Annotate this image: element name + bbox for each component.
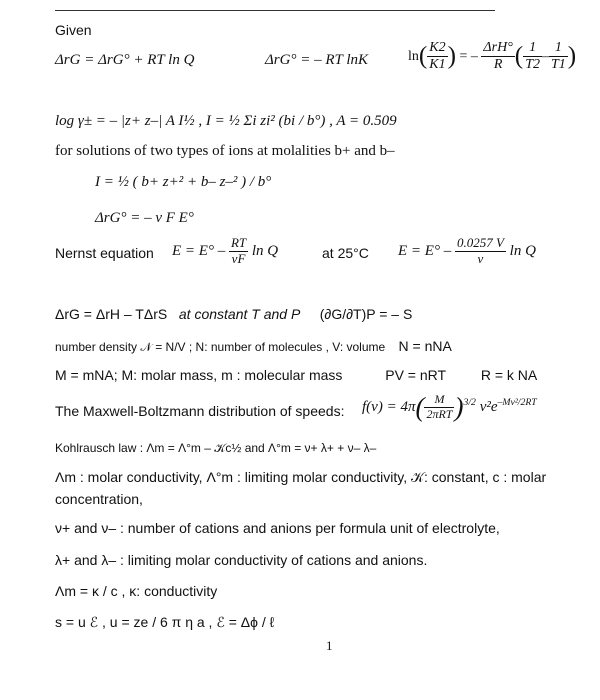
given-heading: Given — [55, 22, 92, 38]
nu: v — [477, 250, 484, 266]
gibbs-helmholtz-equation — [55, 306, 412, 322]
kohlrausch-law: Kohlrausch law : Λm = Λ°m – 𝒦c½ and Λ°m = ν+ λ+ + ν– λ– — [55, 441, 377, 455]
delta-h: ΔrH° — [481, 40, 514, 57]
maxwell-f: f(v) = 4π — [362, 398, 416, 415]
conductivity-definition: Λm = κ / c , κ: conductivity — [55, 583, 218, 599]
vant-hoff-eq: = – — [459, 48, 478, 64]
vf: vF — [231, 250, 246, 266]
ion-mobility-equation: s = u ℰ , u = ze / 6 π η a , ℰ = Δϕ / ℓ — [55, 614, 275, 630]
emf-gibbs-equation: ΔrG° = – v F E° — [95, 210, 194, 226]
number-density-text: number density 𝒩 = N/V ; N: number of molecules , V: volume — [55, 340, 386, 354]
thermal-voltage: 0.0257 V — [456, 235, 504, 250]
page-number: 1 — [326, 638, 333, 653]
molar-mass-text: M = mNA; M: molar mass, m : molecular mass — [55, 367, 343, 383]
dg-dh-ds: ΔrG = ΔrH – TΔrS — [55, 306, 168, 322]
debye-huckel-equation: log γ± = – |z+ z–| A I½ , I = ½ Σi zi² (bi / b°) , A = 0.509 — [55, 113, 397, 129]
nernst-label: Nernst equation — [55, 245, 154, 261]
gas-constant: R — [493, 57, 503, 73]
vant-hoff-ln: ln — [408, 48, 419, 64]
ideal-gas-law: PV = nRT — [385, 367, 446, 383]
nernst-equation — [172, 236, 278, 267]
nernst-25c-equation — [398, 236, 536, 267]
top-rule — [55, 10, 495, 11]
t2: T2 — [525, 57, 540, 73]
maxwell-2pirt: 2πRT — [426, 407, 453, 421]
k2: K2 — [427, 40, 447, 57]
number-density-line — [55, 338, 452, 355]
molar-mass-line — [55, 367, 537, 383]
nernst25-prefix: E = E° – — [398, 242, 452, 259]
maxwell-equation: f(v) = 4π( $\frac{M}{\text{2πRT}}$ )$^{3/2}$ $v^2e^{-Mv^2/2RT}$ — [362, 392, 537, 422]
n-eq-nna: N = nNA — [398, 338, 452, 354]
two-ion-note: for solutions of two types of ions at molalities b+ and b– — [55, 143, 395, 159]
r-eq-kna: R = k NA — [480, 367, 538, 383]
limiting-conductivity-definition: λ+ and λ– : limiting molar conductivity of cations and anions. — [55, 552, 428, 568]
constant-tp: at constant T and P — [178, 306, 301, 322]
vant-hoff-equation: ln( $\frac{K2}{K1}$ ) = – $\frac{\text{ΔrH°}}{R}$ ( $\frac{1}{T2}$ – $\frac{1}{T1}$ ) — [408, 40, 577, 73]
nernst-prefix: E = E° – — [172, 242, 226, 259]
dg-dt: (∂G/∂T)P = – S — [319, 306, 413, 322]
one-a: 1 — [523, 40, 542, 57]
k1: K1 — [429, 57, 446, 73]
one-b: 1 — [549, 40, 568, 57]
molar-conductivity-definition: Λm : molar conductivity, Λ°m : limiting molar conductivity, 𝒦: constant, c : molar concentration, — [55, 469, 547, 507]
t1: T1 — [550, 57, 566, 73]
at-25c-label: at 25°C — [322, 245, 369, 261]
gibbs-equation: ΔrG = ΔrG° + RT ln Q — [55, 52, 195, 68]
nernst25-lnq: ln Q — [509, 242, 536, 259]
maxwell-exp: 3/2 — [463, 396, 476, 408]
ionic-strength-equation: I = ½ ( b+ z+² + b– z–² ) / b° — [95, 174, 272, 190]
cation-anion-count-definition: ν+ and ν– : number of cations and anions per formula unit of electrolyte, — [55, 520, 500, 536]
maxwell-tail-exp: –Mv²/2RT — [497, 396, 537, 408]
maxwell-tail: v²e — [479, 398, 498, 415]
standard-gibbs-equation: ΔrG° = – RT lnK — [265, 52, 369, 68]
rt: RT — [230, 235, 247, 250]
vant-hoff-minus: – — [541, 48, 549, 64]
maxwell-label: The Maxwell-Boltzmann distribution of speeds: — [55, 403, 345, 419]
maxwell-m: M — [424, 393, 454, 408]
nernst-lnq: ln Q — [251, 242, 279, 259]
